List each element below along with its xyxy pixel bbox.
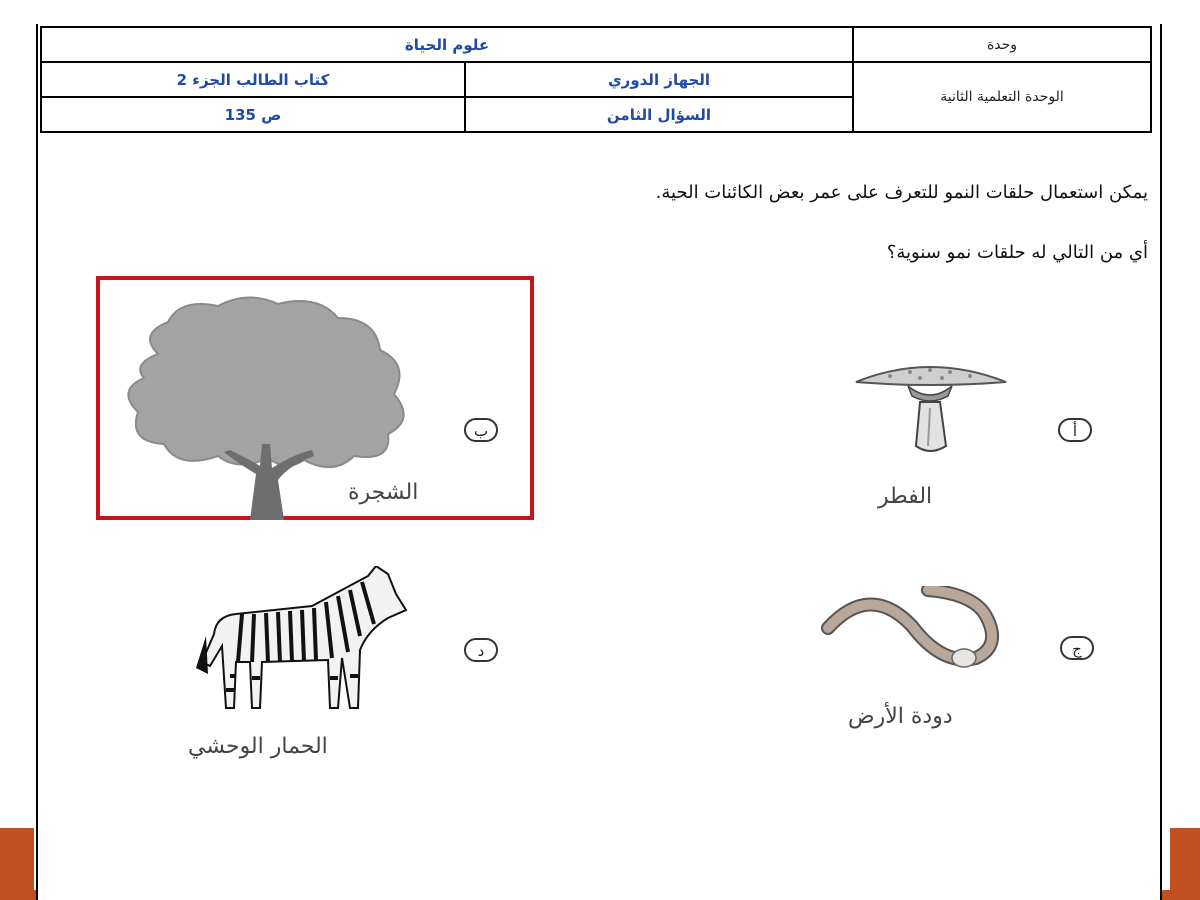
option-b-caption: الشجرة [348, 480, 419, 505]
book-cell: كتاب الطالب الجزء 2 [41, 62, 465, 97]
question-number-cell: السؤال الثامن [465, 97, 853, 132]
subject-cell: علوم الحياة [41, 27, 853, 62]
accent-bar-left [0, 828, 34, 890]
accent-bar-right [1170, 828, 1200, 890]
question-statement: يمكن استعمال حلقات النمو للتعرف على عمر بعض الكائنات الحية. [655, 182, 1148, 203]
header-table [40, 26, 1152, 133]
page-number-cell: ص 135 [41, 97, 465, 132]
mushroom-icon [850, 358, 1012, 462]
option-b-marker[interactable]: ب [464, 418, 498, 442]
option-c-marker[interactable]: ج [1060, 636, 1094, 660]
option-a-marker[interactable]: أ [1058, 418, 1092, 442]
zebra-icon [192, 566, 420, 712]
topic-cell: الجهاز الدوري [465, 62, 853, 97]
unit-label-cell: وحدة [853, 27, 1151, 62]
option-c-caption: دودة الأرض [848, 704, 953, 729]
option-d-marker[interactable]: د [464, 638, 498, 662]
option-a-caption: الفطر [878, 484, 933, 509]
option-d-caption: الحمار الوحشي [188, 734, 328, 759]
question-prompt: أي من التالي له حلقات نمو سنوية؟ [886, 242, 1148, 263]
unit-name-cell: الوحدة التعلمية الثانية [853, 62, 1151, 132]
earthworm-icon [820, 586, 1010, 686]
